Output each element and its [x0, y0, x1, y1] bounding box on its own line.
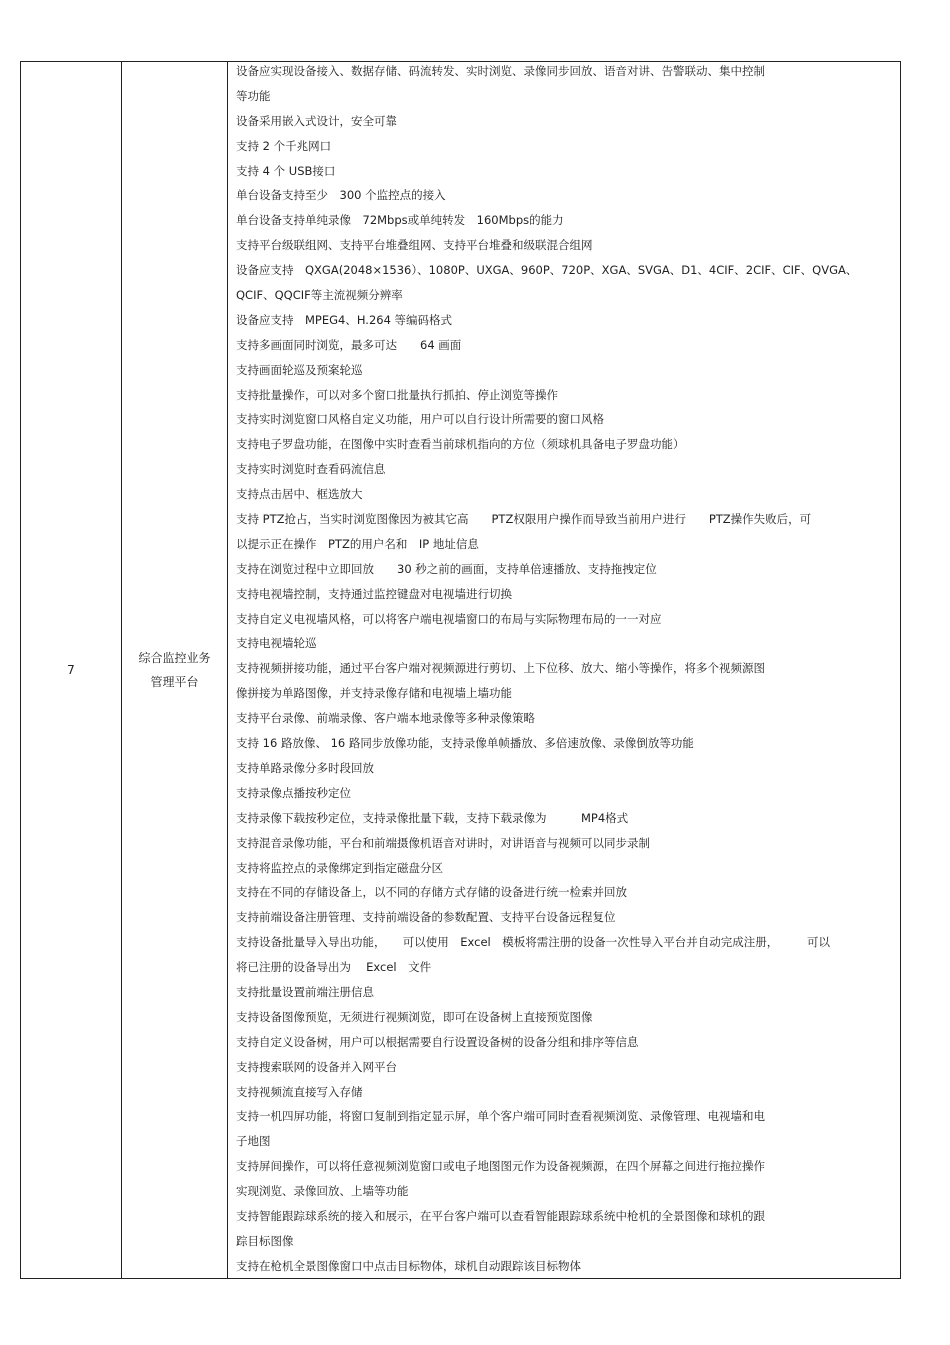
requirement-line: 支持 2 个千兆网口	[236, 138, 332, 153]
requirement-line: 支持 4 个 USB接口	[236, 163, 336, 178]
requirement-line: 支持电子罗盘功能，在图像中实时查看当前球机指向的方位（须球机具备电子罗盘功能）	[236, 437, 685, 452]
requirement-line: 子地图	[236, 1134, 271, 1149]
requirement-line: 以提示正在操作 PTZ的用户名和 IP 地址信息	[236, 536, 479, 551]
requirement-line: 支持在枪机全景图像窗口中点击目标物体，球机自动跟踪该目标物体	[236, 1258, 581, 1273]
spec-table	[20, 61, 901, 1279]
requirement-line: 支持视频流直接写入存储	[236, 1084, 363, 1099]
requirement-line: 单台设备支持单纯录像 72Mbps或单纯转发 160Mbps的能力	[236, 213, 564, 228]
requirement-line: 支持录像点播按秒定位	[236, 785, 351, 800]
requirement-line: 支持实时浏览窗口风格自定义功能，用户可以自行设计所需要的窗口风格	[236, 412, 604, 427]
item-name-cell	[122, 62, 228, 1278]
requirement-line: 支持点击居中、框选放大	[236, 487, 363, 502]
requirement-line: 支持智能跟踪球系统的接入和展示，在平台客户端可以查看智能跟踪球系统中枪机的全景图像和球机的跟	[236, 1208, 765, 1223]
item-name-line-1: 综合监控业务	[138, 651, 211, 665]
requirement-line: 支持批量操作，可以对多个窗口批量执行抓拍、停止浏览等操作	[236, 387, 558, 402]
requirement-line: 支持在浏览过程中立即回放 30 秒之前的画面，支持单倍速播放、支持拖拽定位	[236, 561, 657, 576]
requirement-line: 支持视频拼接功能，通过平台客户端对视频源进行剪切、上下位移、放大、缩小等操作，将多个视频源图	[236, 661, 765, 676]
requirement-line: 支持画面轮巡及预案轮巡	[236, 362, 363, 377]
requirement-line: 支持实时浏览时查看码流信息	[236, 462, 386, 477]
requirement-line: 设备应支持 QXGA(2048×1536）、1080P、UXGA、960P、720P、XGA、SVGA、D1、4CIF、2CIF、CIF、QVGA、	[236, 263, 858, 278]
requirement-line: 设备采用嵌入式设计，安全可靠	[236, 113, 397, 128]
requirement-line: 支持屏间操作，可以将任意视频浏览窗口或电子地图图元作为设备视频源，在四个屏幕之间进行拖拉操作	[236, 1159, 765, 1174]
requirement-line: 支持电视墙轮巡	[236, 636, 317, 651]
requirement-line: 支持 PTZ抢占，当实时浏览图像因为被其它高 PTZ权限用户操作而导致当前用户进行 PTZ操作失败后，可	[236, 512, 812, 527]
requirement-line: 支持单路录像分多时段回放	[236, 760, 374, 775]
requirements-cell	[228, 62, 900, 1278]
requirement-line: 支持平台级联组网、支持平台堆叠组网、支持平台堆叠和级联混合组网	[236, 238, 593, 253]
requirement-line: 支持电视墙控制，支持通过监控键盘对电视墙进行切换	[236, 586, 512, 601]
requirement-line: 支持平台录像、前端录像、客户端本地录像等多种录像策略	[236, 711, 535, 726]
requirement-line: 设备应实现设备接入、数据存储、码流转发、实时浏览、录像同步回放、语音对讲、告警联动、集中控制	[236, 64, 765, 78]
requirement-line: 支持自定义电视墙风格，可以将客户端电视墙窗口的布局与实际物理布局的一一对应	[236, 611, 662, 626]
requirement-line: 支持多画面同时浏览，最多可达 64 画面	[236, 337, 462, 352]
requirement-line: 像拼接为单路图像，并支持录像存储和电视墙上墙功能	[236, 686, 512, 701]
requirement-line: 踪目标图像	[236, 1233, 294, 1248]
requirement-line: 支持前端设备注册管理、支持前端设备的参数配置、支持平台设备远程复位	[236, 910, 616, 925]
requirement-line: QCIF、QQCIF等主流视频分辨率	[236, 288, 403, 303]
requirement-line: 设备应支持 MPEG4、H.264 等编码格式	[236, 312, 453, 327]
row-number-cell	[21, 62, 122, 1278]
requirement-line: 单台设备支持至少 300 个监控点的接入	[236, 188, 446, 203]
requirement-line: 支持一机四屏功能，将窗口复制到指定显示屏，单个客户端可同时查看视频浏览、录像管理、电视墙和电	[236, 1109, 765, 1124]
requirement-line: 将已注册的设备导出为 Excel 文件	[236, 960, 432, 975]
requirement-line: 支持录像下载按秒定位，支持录像批量下载，支持下载录像为 MP4格式	[236, 810, 629, 825]
requirement-line: 支持批量设置前端注册信息	[236, 984, 374, 999]
requirement-line: 支持搜索联网的设备并入网平台	[236, 1059, 397, 1074]
requirement-line: 等功能	[236, 88, 271, 103]
requirement-line: 实现浏览、录像回放、上墙等功能	[236, 1184, 409, 1199]
requirement-line: 支持设备批量导入导出功能， 可以使用 Excel 模板将需注册的设备一次性导入平台并自动完成注册， 可以	[236, 935, 830, 950]
requirement-line: 支持 16 路放像、 16 路同步放像功能，支持录像单帧播放、多倍速放像、录像倒放等功能	[236, 736, 694, 751]
requirement-line: 支持设备图像预览，无须进行视频浏览，即可在设备树上直接预览图像	[236, 1009, 593, 1024]
requirement-line: 支持在不同的存储设备上，以不同的存储方式存储的设备进行统一检索并回放	[236, 885, 627, 900]
requirement-line: 支持将监控点的录像绑定到指定磁盘分区	[236, 860, 443, 875]
requirement-line: 支持混音录像功能，平台和前端摄像机语音对讲时，对讲语音与视频可以同步录制	[236, 835, 650, 850]
item-name-line-2: 管理平台	[150, 675, 199, 689]
row-number: 7	[67, 663, 75, 677]
requirement-line: 支持自定义设备树，用户可以根据需要自行设置设备树的设备分组和排序等信息	[236, 1034, 639, 1049]
